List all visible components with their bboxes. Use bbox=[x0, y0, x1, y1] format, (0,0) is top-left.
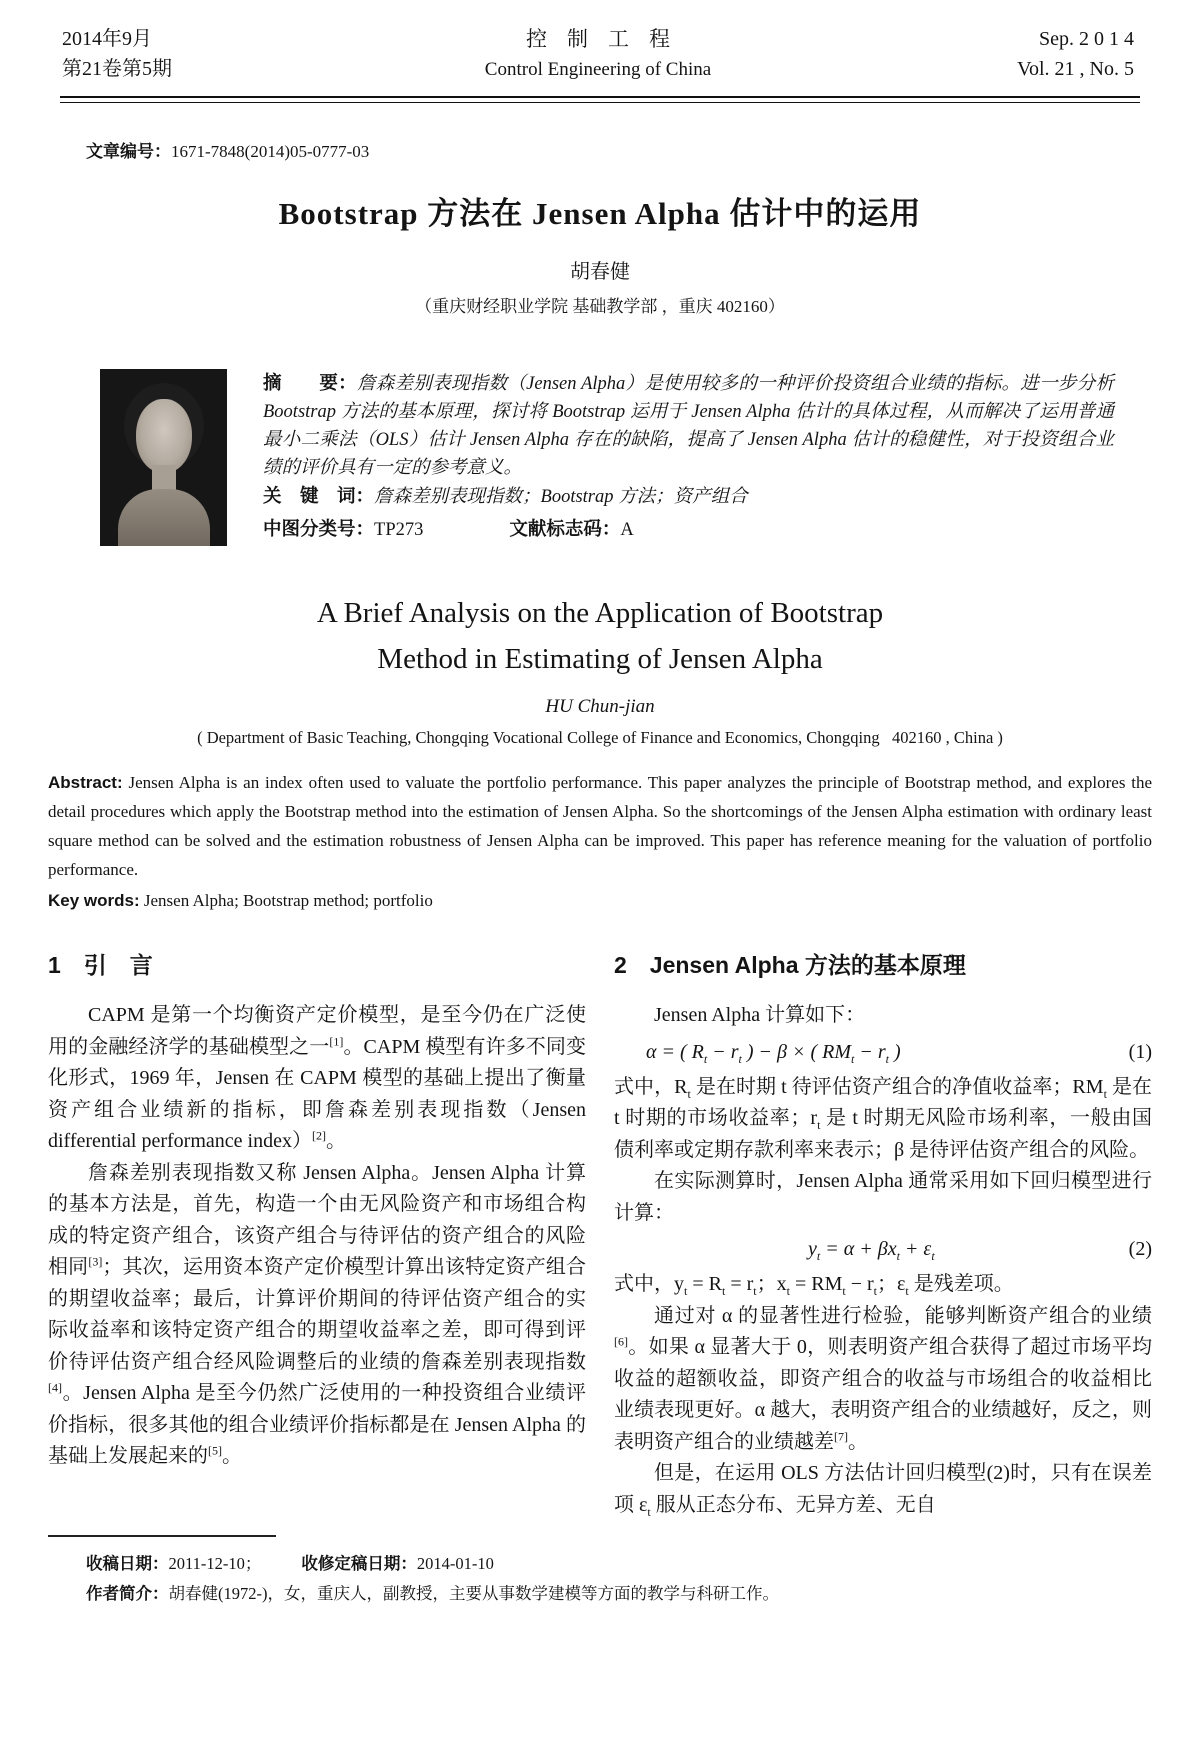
section2-paragraph-3: 在实际测算时，Jensen Alpha 通常采用如下回归模型进行计算： bbox=[614, 1170, 1152, 1224]
footnote-dates bbox=[86, 1549, 1200, 1579]
journal-title-en: Control Engineering of China bbox=[484, 59, 712, 80]
header-issue-en bbox=[874, 24, 1138, 84]
equation-2-number: (2) bbox=[1128, 1238, 1152, 1260]
header-date-en: Sep. 2 0 1 4 bbox=[1039, 28, 1134, 50]
right-column bbox=[614, 941, 1152, 1521]
clc-label: 中图分类号： bbox=[263, 518, 375, 539]
abstract-cn-block bbox=[263, 369, 1114, 546]
author-bio-label: 作者简介： bbox=[86, 1585, 169, 1603]
revised-date-value: 2014-01-10 bbox=[416, 1554, 494, 1573]
keywords-en-value: Jensen Alpha; Bootstrap method; portfolio bbox=[143, 891, 433, 910]
paper-title-en bbox=[0, 590, 1200, 682]
header-divider bbox=[60, 96, 1140, 103]
footnote-divider bbox=[48, 1535, 276, 1537]
doc-code-label: 文献标志码： bbox=[509, 518, 621, 539]
journal-title bbox=[322, 24, 874, 86]
journal-header bbox=[0, 24, 1200, 86]
paper-title-en-line2: Method in Estimating of Jensen Alpha bbox=[377, 643, 823, 675]
footnote-block bbox=[48, 1535, 1200, 1609]
photo-face-shape bbox=[136, 399, 192, 473]
article-number-value: 1671-7848(2014)05-0777-03 bbox=[171, 142, 370, 161]
section1-heading: 1 引 言 bbox=[48, 952, 153, 978]
clc-value: TP273 bbox=[374, 520, 424, 540]
journal-title-cn: 控制工程 bbox=[526, 27, 690, 51]
header-volume-cn: 第21卷第5期 bbox=[62, 58, 172, 80]
received-date-label: 收稿日期： bbox=[86, 1555, 169, 1573]
paper-title-cn: Bootstrap 方法在 Jensen Alpha 估计中的运用 bbox=[278, 196, 922, 231]
abstract-cn-label: 摘 要： bbox=[263, 372, 357, 393]
abstract-cn-text bbox=[263, 369, 1114, 482]
header-volume-en: Vol. 21 , No. 5 bbox=[1017, 58, 1134, 80]
author-bio-value: 胡春健(1972-)，女，重庆人，副教授，主要从事数学建模等方面的教学与科研工作。 bbox=[168, 1584, 779, 1603]
section2-paragraph-1: Jensen Alpha 计算如下： bbox=[654, 1004, 866, 1026]
author-name-cn: 胡春健 bbox=[570, 261, 630, 283]
author-name-en: HU Chun-jian bbox=[545, 696, 655, 717]
abstract-en-label: Abstract: bbox=[48, 773, 123, 792]
equation-1-row bbox=[614, 1035, 1152, 1069]
affiliation-cn: （重庆财经职业学院 基础教学部 ，重庆 402160） bbox=[415, 297, 785, 316]
keywords-en-line bbox=[48, 886, 1152, 915]
equation-1-number: (1) bbox=[1128, 1040, 1152, 1063]
equation-1: α = ( $R_t - r_t$ ) − β × ( $RM_t - r_t$ ) bbox=[646, 1040, 901, 1066]
affiliation-en: ( Department of Basic Teaching, Chongqing Vocational College of Finance and Economics, Chongqing 402160 , China ) bbox=[197, 728, 1003, 747]
received-date-value: 2011-12-10； bbox=[168, 1554, 262, 1573]
keywords-cn-label: 关 键 词： bbox=[263, 485, 375, 506]
section1-paragraph-1: CAPM 是第一个均衡资产定价模型，是至今仍在广泛使用的金融经济学的基础模型之一[1]。CAPM 模型有许多不同变化形式，1969 年，Jensen 在 CAPM 模型的基础上提出了衡量资产组合业绩新的指标，即詹森差别表现指数（Jensen differential performance index）[2]。 bbox=[48, 1004, 586, 1152]
abstract-en-text: Jensen Alpha is an index often used to valuate the portfolio performance. This paper analyzes the principle of Bootstrap method, and explores the detail procedures which apply the Bootstrap method into the estimation of Jensen Alpha. So the shortcomings of the Jensen Alpha estimation with ordinary least square method can be solved and the estimation robustness of Jensen Alpha can be improved. This paper has reference meaning for the valuation of portfolio performance. bbox=[48, 773, 1153, 879]
abstract-cn-body: 詹森差别表现指数（Jensen Alpha）是使用较多的一种评价投资组合业绩的指标。进一步分析 Bootstrap 方法的基本原理，探讨将 Bootstrap 运用于 Jensen Alpha 估计的具体过程，从而解决了运用普通最小二乘法（OLS）估计 Jensen Alpha 存在的缺陷，提高了 Jensen Alpha 估计的稳健性，对于投资组合业绩的评价具有一定的参考意义。 bbox=[263, 374, 1114, 478]
photo-shoulders-shape bbox=[118, 489, 210, 546]
article-number bbox=[86, 137, 1200, 162]
abstract-en-block bbox=[48, 768, 1152, 884]
keywords-cn-line bbox=[263, 482, 1114, 511]
equation-2-row bbox=[614, 1232, 1152, 1266]
doc-code-value: A bbox=[620, 520, 634, 540]
keywords-cn-value: 詹森差别表现指数；Bootstrap 方法；资产组合 bbox=[374, 487, 748, 507]
section2-heading: 2 Jensen Alpha 方法的基本原理 bbox=[614, 952, 966, 978]
keywords-en-label: Key words: bbox=[48, 891, 140, 910]
article-number-label: 文章编号： bbox=[86, 142, 171, 161]
body-columns bbox=[48, 941, 1152, 1521]
section2-paragraph-4: 式中，$y_t = R_t = r_t$；$x_t = RM_t - r_t$；$\varepsilon_t$ 是残差项。 bbox=[614, 1273, 1014, 1298]
author-photo bbox=[100, 369, 227, 546]
section2-paragraph-2: 式中，$R_t$ 是在时期 t 待评估资产组合的净值收益率；$RM_t$ 是在 t 时期的市场收益率；$r_t$ 是 t 时期无风险市场利率，一般由国债利率或定期存款利率来表示；β 是待评估资产组合的风险。 bbox=[614, 1075, 1153, 1161]
paper-title-en-line1: A Brief Analysis on the Application of Bootstrap bbox=[316, 597, 884, 629]
clc-line bbox=[263, 515, 1114, 544]
section1-paragraph-2: 詹森差别表现指数又称 Jensen Alpha。Jensen Alpha 计算的基本方法是，首先，构造一个由无风险资产和市场组合构成的特定资产组合，该资产组合与待评估的资产组合的风险相同[3]；其次，运用资本资产定价模型计算出该特定资产组合的期望收益率；最后，计算评价期间的待评估资产组合的实际收益率和该特定资产组合的期望收益率之差，即可得到评价待评估资产组合经风险调整后的业绩的詹森差别表现指数[4]。Jensen Alpha 是至今仍然广泛使用的一种投资组合业绩评价指标，很多其他的组合业绩评价指标都是在 Jensen Alpha 的基础上发展起来的[5]。 bbox=[48, 1161, 587, 1467]
revised-date-label: 收修定稿日期： bbox=[301, 1555, 417, 1573]
header-issue-cn bbox=[62, 24, 322, 84]
section2-paragraph-5: 通过对 α 的显著性进行检验，能够判断资产组合的业绩[6]。如果 α 显著大于 0，则表明资产组合获得了超过市场平均收益的超额收益，即资产组合的收益与市场组合的收益相比业绩表现更好。α 越大，表明资产组合的业绩越好，反之，则表明资产组合的业绩越差[7]。 bbox=[614, 1304, 1152, 1453]
header-date-cn: 2014年9月 bbox=[62, 28, 152, 50]
abstract-section-cn bbox=[100, 369, 1114, 546]
footnote-bio bbox=[86, 1579, 1200, 1609]
section2-paragraph-6: 但是，在运用 OLS 方法估计回归模型(2)时，只有在误差项 $\varepsilon_t$ 服从正态分布、无异方差、无自 bbox=[614, 1462, 1152, 1519]
equation-2: $y_t = \alpha + \beta x_t + \varepsilon_t$ bbox=[808, 1238, 935, 1263]
left-column bbox=[48, 941, 586, 1521]
